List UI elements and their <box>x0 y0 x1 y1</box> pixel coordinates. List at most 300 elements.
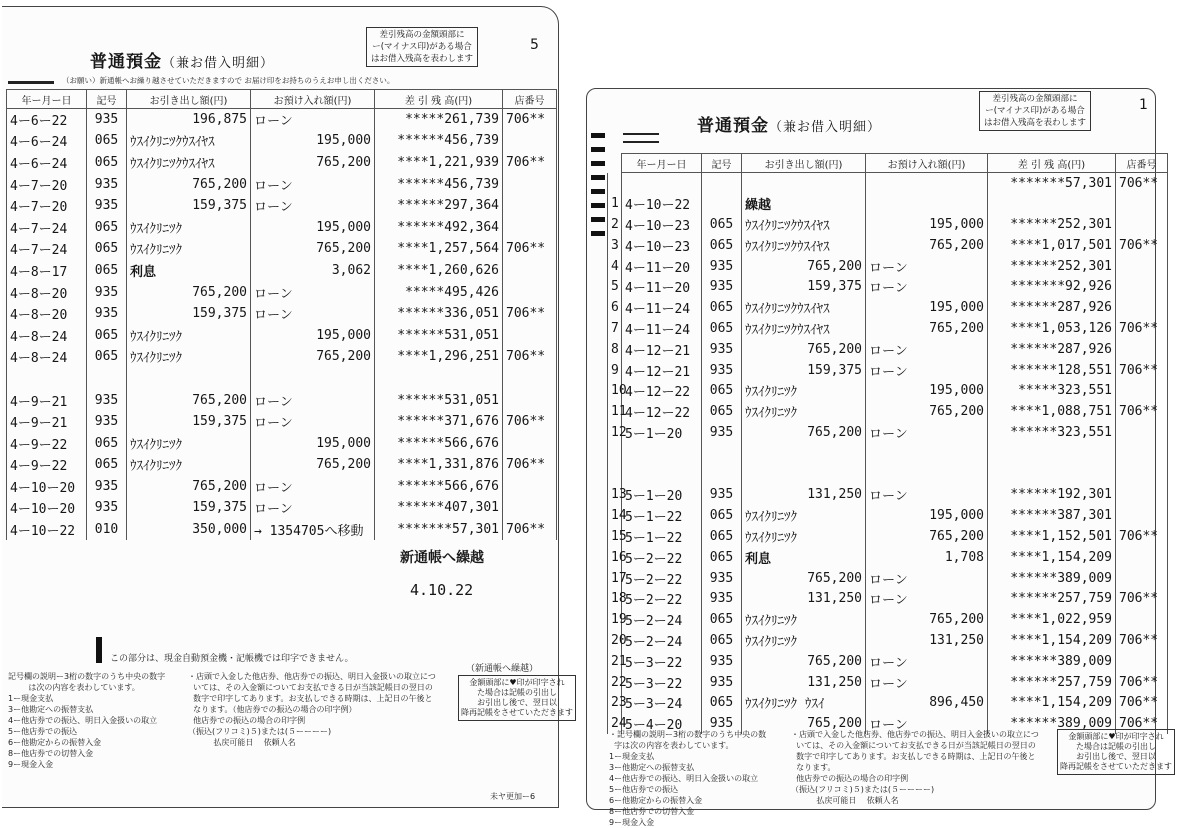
table-row <box>608 568 1168 589</box>
row-date: 4ー8ー20 <box>7 281 87 303</box>
header-code: 記号 <box>702 154 742 173</box>
row-deposit: 896,450 <box>866 692 988 713</box>
row-withdrawal: 765,200 <box>742 422 866 443</box>
row-date: 4ー12ー21 <box>622 339 702 360</box>
row-balance: ******387,301 <box>988 505 1116 526</box>
header-deposit: お預け入れ額(円) <box>866 154 988 173</box>
row-date: 4ー12ー22 <box>622 380 702 401</box>
row-date: 4ー11ー20 <box>622 276 702 297</box>
row-withdrawal: 765,200 <box>742 339 866 360</box>
row-code: 065 <box>87 432 127 454</box>
row-deposit: ローン <box>251 411 375 433</box>
row-code: 935 <box>87 195 127 217</box>
table-row <box>608 214 1168 235</box>
row-branch: 706** <box>1116 588 1168 609</box>
row-deposit: 765,200 <box>866 609 988 630</box>
notice-text: （お願い）新通帳へお繰り越させていただきますので お届け印をお持ちのうえお申し出ください。 <box>62 76 395 85</box>
row-date: 4ー7ー20 <box>7 195 87 217</box>
row-deposit: ローン <box>866 588 988 609</box>
header-balance: 差 引 残 高(円) <box>988 154 1116 173</box>
row-code: 065 <box>87 324 127 346</box>
row-date: 4ー12ー22 <box>622 401 702 422</box>
ledger-header <box>608 154 1168 173</box>
row-balance: ******456,739 <box>375 173 503 195</box>
row-deposit: ローン <box>251 389 375 411</box>
row-branch <box>1116 297 1168 318</box>
header-withdrawal: お引き出し額(円) <box>127 90 251 109</box>
row-code: 065 <box>702 526 742 547</box>
row-balance: ****1,154,209 <box>988 630 1116 651</box>
page-number: 1 <box>1139 97 1148 113</box>
row-withdrawal: ｳｽｲｸﾘﾆﾂｸｳｽｲﾔｽ <box>742 214 866 235</box>
row-deposit: 765,200 <box>251 238 375 260</box>
row-number: 14 <box>608 505 622 526</box>
row-number: 3 <box>608 235 622 256</box>
row-date: 4ー9ー21 <box>7 411 87 433</box>
row-code: 065 <box>87 238 127 260</box>
row-deposit: ローン <box>866 339 988 360</box>
row-code: 935 <box>702 276 742 297</box>
row-balance: ****1,088,751 <box>988 401 1116 422</box>
row-number: 6 <box>608 297 622 318</box>
row-deposit: 195,000 <box>251 432 375 454</box>
table-row <box>7 303 557 325</box>
table-row <box>7 432 557 454</box>
row-withdrawal: ｳｽｲｸﾘﾆﾂｸｳｽｲﾔｽ <box>742 297 866 318</box>
table-row <box>608 609 1168 630</box>
row-branch <box>1116 609 1168 630</box>
row-balance: ****1,154,209 <box>988 692 1116 713</box>
row-withdrawal: ｳｽｲｸﾘﾆﾂｸ <box>127 346 251 368</box>
balance-mark-note: 金額頭部に♥印が印字され た場合は記帳の引出し お引出し後で、翌日以 降再記帳をさせていただきます <box>458 675 576 721</box>
code-legend: ・記号欄の説明ー3桁の数字のうち中央の数 字は次の内容を表わしています。 1ー現金支払 3ー他勘定への振替支払 4ー他店券での振込、明日入金扱いの取立 5ー他店券での振込 6ー他勘定からの振替入金 8ー他店券での切替入金 9ー現金入金 <box>609 730 767 827</box>
row-deposit <box>866 193 988 214</box>
row-branch <box>503 368 557 390</box>
row-branch <box>503 173 557 195</box>
row-withdrawal: 159,375 <box>127 303 251 325</box>
table-row <box>608 588 1168 609</box>
row-withdrawal: 765,200 <box>742 568 866 589</box>
table-row <box>7 411 557 433</box>
row-date: 5ー4ー20 <box>622 713 702 734</box>
row-balance: ****1,296,251 <box>375 346 503 368</box>
row-date: 4ー12ー21 <box>622 360 702 381</box>
row-date: 4ー9ー22 <box>7 432 87 454</box>
row-withdrawal: 765,200 <box>742 651 866 672</box>
row-balance: ****1,022,959 <box>988 609 1116 630</box>
table-row <box>7 173 557 195</box>
table-row <box>608 651 1168 672</box>
table-row <box>7 260 557 282</box>
table-row <box>7 454 557 476</box>
table-row <box>7 519 557 541</box>
row-branch <box>1116 380 1168 401</box>
row-deposit: 765,200 <box>866 318 988 339</box>
row-balance: ******371,676 <box>375 411 503 433</box>
row-balance: ****1,017,501 <box>988 235 1116 256</box>
row-withdrawal: 765,200 <box>127 281 251 303</box>
row-branch: 706** <box>503 346 557 368</box>
row-code: 065 <box>702 214 742 235</box>
row-code: 935 <box>87 173 127 195</box>
row-deposit: 195,000 <box>866 297 988 318</box>
row-withdrawal: 131,250 <box>742 588 866 609</box>
table-row <box>608 630 1168 651</box>
table-row <box>608 692 1168 713</box>
row-deposit: 3,062 <box>251 260 375 282</box>
row-date: 5ー1ー22 <box>622 505 702 526</box>
row-balance: ****1,152,501 <box>988 526 1116 547</box>
row-code: 065 <box>702 505 742 526</box>
row-deposit: 195,000 <box>251 216 375 238</box>
row-code: 065 <box>702 297 742 318</box>
row-balance: ****1,221,939 <box>375 152 503 174</box>
table-row <box>7 195 557 217</box>
row-deposit: ローン <box>251 109 375 131</box>
row-branch: 706** <box>1116 713 1168 734</box>
row-code: 935 <box>702 339 742 360</box>
row-date: 5ー2ー22 <box>622 547 702 568</box>
table-row <box>608 547 1168 568</box>
row-code: 935 <box>87 476 127 498</box>
row-branch <box>503 432 557 454</box>
deposit-notice: ・店頭で入金した他店券、他店券での振込、明日入金扱いの取立につ いては、その入金額についてお支払できる日が当該記帳日の翌日の 数字で印字してあります。お支払しできる時期は、上記日の午後と なります。 他店券での振込の場合の印字例 （振込(フリコミ)５)または(５ーーーー) 払戻可能日 依頼人名 <box>791 730 1039 805</box>
row-branch <box>1116 422 1168 443</box>
row-code <box>87 368 127 390</box>
row-code: 935 <box>87 109 127 131</box>
balance-note-box: 差引残高の金額頭部に ー(マイナス印)がある場合 はお借入残高を表わします <box>366 27 478 67</box>
passbook-page-right <box>586 88 1172 827</box>
table-row <box>7 130 557 152</box>
row-balance <box>375 368 503 390</box>
row-balance: ****1,260,626 <box>375 260 503 282</box>
row-deposit: 195,000 <box>251 130 375 152</box>
row-balance: ******287,926 <box>988 297 1116 318</box>
row-deposit <box>866 464 988 485</box>
table-row <box>7 476 557 498</box>
row-branch: 706** <box>503 411 557 433</box>
row-withdrawal: ｳｽｲｸﾘﾆﾂｸｳｽｲﾔｽ <box>127 152 251 174</box>
row-balance: ******566,676 <box>375 432 503 454</box>
row-code: 065 <box>87 260 127 282</box>
row-number: 8 <box>608 339 622 360</box>
row-withdrawal: 159,375 <box>127 195 251 217</box>
row-deposit: 765,200 <box>251 346 375 368</box>
row-deposit: 765,200 <box>866 235 988 256</box>
header-date: 年ー月ー日 <box>7 90 87 109</box>
row-date: 4ー10ー20 <box>7 476 87 498</box>
row-branch: 706** <box>1116 692 1168 713</box>
row-deposit: ローン <box>866 360 988 381</box>
row-date: 4ー10ー22 <box>7 519 87 541</box>
row-deposit: ローン <box>251 497 375 519</box>
row-deposit: 195,000 <box>866 214 988 235</box>
row-number: 15 <box>608 526 622 547</box>
row-branch <box>503 130 557 152</box>
header-branch: 店番号 <box>1116 154 1168 173</box>
row-withdrawal: 765,200 <box>127 173 251 195</box>
table-row <box>7 109 557 131</box>
row-code: 935 <box>702 651 742 672</box>
row-date <box>622 464 702 485</box>
table-row <box>608 193 1168 214</box>
row-branch <box>503 195 557 217</box>
row-code <box>702 173 742 194</box>
row-number <box>608 173 622 194</box>
row-balance <box>988 464 1116 485</box>
row-withdrawal: 159,375 <box>742 276 866 297</box>
table-row <box>7 216 557 238</box>
row-date: 4ー11ー24 <box>622 318 702 339</box>
row-code: 065 <box>87 130 127 152</box>
header-deposit: お預け入れ額(円) <box>251 90 375 109</box>
row-date: 4ー8ー20 <box>7 303 87 325</box>
row-branch: 706** <box>1116 672 1168 693</box>
row-code: 065 <box>702 401 742 422</box>
row-branch: 706** <box>503 519 557 541</box>
row-balance: ****1,053,126 <box>988 318 1116 339</box>
row-code: 935 <box>702 672 742 693</box>
row-withdrawal: 繰越 <box>742 193 866 214</box>
row-branch: 706** <box>503 109 557 131</box>
row-deposit <box>866 173 988 194</box>
row-deposit: 765,200 <box>251 454 375 476</box>
print-area-marker <box>96 637 102 663</box>
row-deposit: ローン <box>251 281 375 303</box>
row-date: 4ー9ー21 <box>7 389 87 411</box>
row-code: 935 <box>702 484 742 505</box>
table-row <box>608 672 1168 693</box>
row-deposit: 131,250 <box>866 630 988 651</box>
ledger-table-right <box>607 153 1168 734</box>
row-date: 4ー10ー23 <box>622 214 702 235</box>
row-branch: 706** <box>503 152 557 174</box>
row-branch: 706** <box>503 238 557 260</box>
row-branch: 706** <box>1116 630 1168 651</box>
row-date: 4ー6ー24 <box>7 130 87 152</box>
row-withdrawal: ｳｽｲｸﾘﾆﾂｸ <box>127 432 251 454</box>
row-withdrawal: 131,250 <box>742 484 866 505</box>
balance-mark-note: 金額頭部に♥印が印字され た場合は記帳の引出し お引出し後で、翌日以 降再記帳をさせていただきます <box>1057 729 1175 775</box>
row-withdrawal: 196,875 <box>127 109 251 131</box>
row-date: 5ー3ー24 <box>622 692 702 713</box>
table-row <box>7 368 557 390</box>
row-branch <box>1116 256 1168 277</box>
header-balance: 差 引 残 高(円) <box>375 90 503 109</box>
row-balance: ******192,301 <box>988 484 1116 505</box>
row-withdrawal: 159,375 <box>127 411 251 433</box>
row-balance: ******531,051 <box>375 389 503 411</box>
row-number: 2 <box>608 214 622 235</box>
row-balance: *****261,739 <box>375 109 503 131</box>
row-withdrawal: ｳｽｲｸﾘﾆﾂｸ ｳｽｲ <box>742 692 866 713</box>
row-date <box>622 443 702 464</box>
table-row <box>7 281 557 303</box>
row-branch <box>1116 484 1168 505</box>
row-withdrawal <box>742 443 866 464</box>
row-code: 065 <box>702 318 742 339</box>
row-deposit: 765,200 <box>866 526 988 547</box>
row-number: 16 <box>608 547 622 568</box>
ledger-header <box>7 90 557 109</box>
row-withdrawal: ｳｽｲｸﾘﾆﾂｸ <box>742 526 866 547</box>
table-row <box>608 235 1168 256</box>
row-deposit <box>251 368 375 390</box>
row-balance: *******92,926 <box>988 276 1116 297</box>
row-date: 4ー8ー24 <box>7 346 87 368</box>
row-code: 935 <box>702 568 742 589</box>
row-date: 5ー1ー22 <box>622 526 702 547</box>
row-withdrawal: ｳｽｲｸﾘﾆﾂｸ <box>742 505 866 526</box>
passbook-page-left <box>2 6 573 808</box>
row-balance: ******257,759 <box>988 588 1116 609</box>
row-branch <box>503 216 557 238</box>
row-withdrawal: ｳｽｲｸﾘﾆﾂｸ <box>127 238 251 260</box>
row-number: 11 <box>608 401 622 422</box>
table-row <box>7 152 557 174</box>
row-branch: 706** <box>503 454 557 476</box>
row-number: 24 <box>608 713 622 734</box>
row-withdrawal: ｳｽｲｸﾘﾆﾂｸ <box>127 216 251 238</box>
row-withdrawal <box>742 464 866 485</box>
row-number: 13 <box>608 484 622 505</box>
row-branch <box>1116 505 1168 526</box>
row-branch <box>1116 443 1168 464</box>
table-row <box>608 339 1168 360</box>
row-balance: ******336,051 <box>375 303 503 325</box>
row-deposit: → 1354705へ移動 <box>251 519 375 541</box>
row-date: 4ー11ー20 <box>622 256 702 277</box>
row-number <box>608 443 622 464</box>
carryover-date: 4.10.22 <box>410 581 474 599</box>
row-branch <box>1116 193 1168 214</box>
row-balance: *******57,301 <box>988 173 1116 194</box>
row-code <box>702 193 742 214</box>
row-withdrawal: ｳｽｲｸﾘﾆﾂｸ <box>742 630 866 651</box>
row-balance: *******57,301 <box>375 519 503 541</box>
row-code: 935 <box>87 389 127 411</box>
table-row <box>608 380 1168 401</box>
row-balance: ******566,676 <box>375 476 503 498</box>
row-deposit <box>866 443 988 464</box>
row-deposit: ローン <box>866 484 988 505</box>
row-number: 19 <box>608 609 622 630</box>
row-deposit: ローン <box>251 195 375 217</box>
row-withdrawal: 765,200 <box>127 476 251 498</box>
row-withdrawal <box>742 173 866 194</box>
row-number: 17 <box>608 568 622 589</box>
row-balance: ******297,364 <box>375 195 503 217</box>
row-branch: 706** <box>1116 360 1168 381</box>
new-book-label: （新通帳へ繰越） <box>466 664 539 674</box>
row-date: 5ー1ー20 <box>622 484 702 505</box>
row-withdrawal: 利息 <box>127 260 251 282</box>
table-row <box>608 173 1168 194</box>
row-branch: 706** <box>1116 526 1168 547</box>
row-branch: 706** <box>1116 173 1168 194</box>
table-row <box>7 389 557 411</box>
row-date: 4ー8ー24 <box>7 324 87 346</box>
table-row <box>608 318 1168 339</box>
page-number: 5 <box>530 37 539 53</box>
row-balance: *****323,551 <box>988 380 1116 401</box>
row-deposit: 765,200 <box>251 152 375 174</box>
row-date <box>622 173 702 194</box>
row-code: 065 <box>702 547 742 568</box>
row-date: 5ー3ー22 <box>622 651 702 672</box>
row-withdrawal: 159,375 <box>127 497 251 519</box>
title-rule <box>8 81 54 84</box>
table-row <box>608 276 1168 297</box>
row-withdrawal: 765,200 <box>742 256 866 277</box>
row-balance: ******252,301 <box>988 214 1116 235</box>
header-branch: 店番号 <box>503 90 557 109</box>
row-date: 5ー1ー20 <box>622 422 702 443</box>
row-date: 4ー6ー22 <box>7 109 87 131</box>
row-date: 4ー6ー24 <box>7 152 87 174</box>
row-balance: ******456,739 <box>375 130 503 152</box>
table-row <box>608 256 1168 277</box>
row-date: 4ー8ー17 <box>7 260 87 282</box>
row-balance: ******323,551 <box>988 422 1116 443</box>
table-row <box>608 360 1168 381</box>
row-code: 935 <box>87 303 127 325</box>
table-row <box>608 297 1168 318</box>
row-balance: *****495,426 <box>375 281 503 303</box>
row-date: 4ー9ー22 <box>7 454 87 476</box>
table-row <box>608 422 1168 443</box>
row-code <box>702 443 742 464</box>
row-withdrawal: ｳｽｲｸﾘﾆﾂｸ <box>742 380 866 401</box>
row-branch <box>1116 339 1168 360</box>
row-number: 1 <box>608 193 622 214</box>
row-branch: 706** <box>503 303 557 325</box>
row-withdrawal: ｳｽｲｸﾘﾆﾂｸ <box>127 324 251 346</box>
row-deposit: ローン <box>866 276 988 297</box>
page-title: 普通預金（兼お借入明細） <box>697 116 882 136</box>
table-row <box>608 505 1168 526</box>
row-balance: ******389,009 <box>988 713 1116 734</box>
row-number: 18 <box>608 588 622 609</box>
header-code: 記号 <box>87 90 127 109</box>
row-balance: ******389,009 <box>988 651 1116 672</box>
row-code: 065 <box>87 454 127 476</box>
row-code: 065 <box>702 692 742 713</box>
deposit-notice: ・店頭で入金した他店券、他店券での振込、明日入金扱いの取立につ いては、その入金額についてお支払できる日が当該記帳日の翌日の 数字で印字してあります。お支払しできる時期は、上記日の午後と なります。（他店券での振込の場合の印字例） 他店券での振込の場合の印字例 （振込(フリコミ)５)または(５ーーーー) 払戻可能日 依頼人名 <box>188 672 436 747</box>
row-number: 9 <box>608 360 622 381</box>
row-date: 5ー2ー22 <box>622 568 702 589</box>
row-date: 4ー7ー24 <box>7 238 87 260</box>
row-date: 4ー10ー23 <box>622 235 702 256</box>
table-row <box>7 238 557 260</box>
row-date: 4ー10ー22 <box>622 193 702 214</box>
row-balance: ****1,331,876 <box>375 454 503 476</box>
row-branch <box>503 281 557 303</box>
row-withdrawal: 350,000 <box>127 519 251 541</box>
row-date: 4ー11ー24 <box>622 297 702 318</box>
row-balance: ******128,551 <box>988 360 1116 381</box>
row-withdrawal: 利息 <box>742 547 866 568</box>
row-withdrawal: ｳｽｲｸﾘﾆﾂｸｳｽｲﾔｽ <box>127 130 251 152</box>
row-withdrawal: ｳｽｲｸﾘﾆﾂｸ <box>742 609 866 630</box>
row-balance: ******389,009 <box>988 568 1116 589</box>
row-balance <box>988 443 1116 464</box>
table-row <box>7 346 557 368</box>
row-branch <box>1116 651 1168 672</box>
row-date: 5ー2ー22 <box>622 588 702 609</box>
table-row <box>7 324 557 346</box>
form-number: 未ヤ更加ー6 <box>490 792 536 801</box>
